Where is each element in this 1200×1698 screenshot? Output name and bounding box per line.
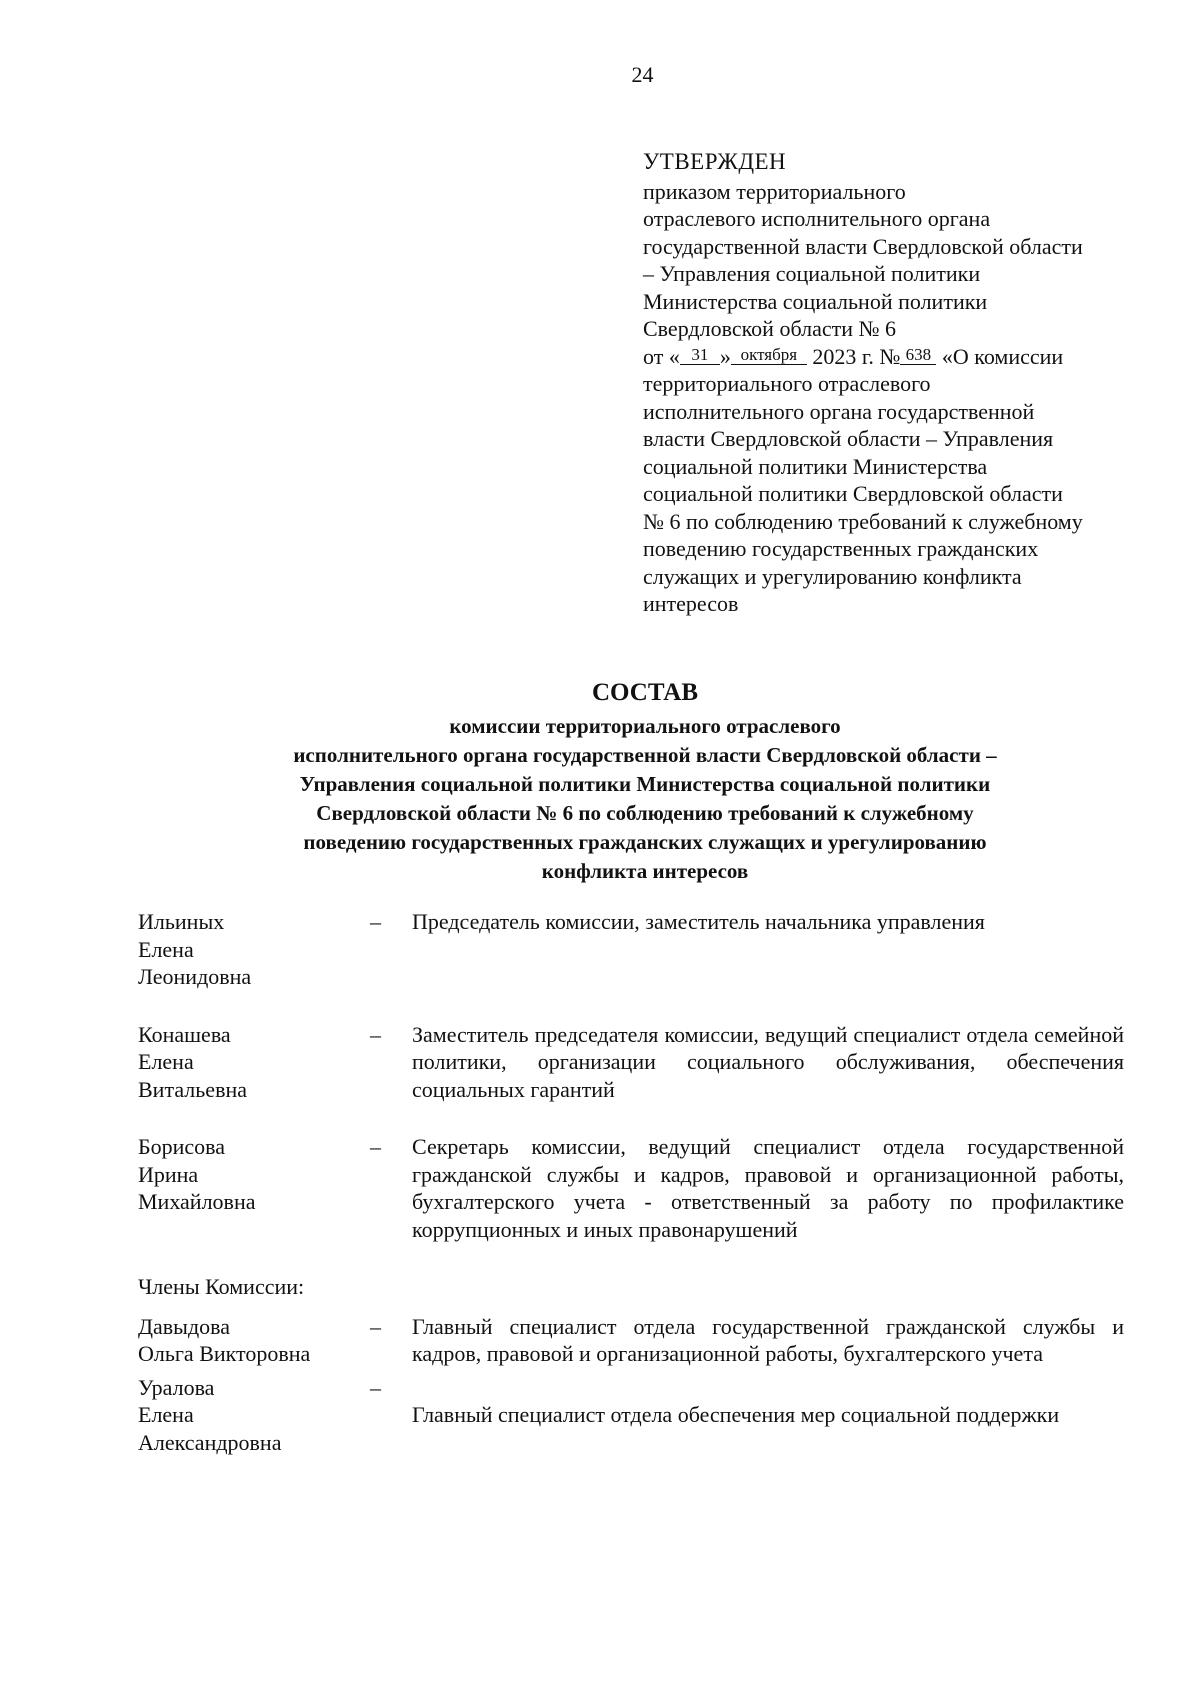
- member-role: Председатель комиссии, заместитель начальника управления: [412, 909, 985, 934]
- member-row: [138, 1021, 1138, 1104]
- approval-line: власти Свердловской области – Управления: [643, 426, 1054, 451]
- members-list: [138, 908, 1138, 1456]
- date-mid: »: [719, 343, 731, 369]
- date-suffix: «О комиссии: [941, 343, 1064, 369]
- name-line: Уралова: [138, 1374, 215, 1400]
- approval-heading: УТВЕРЖДЕН: [643, 149, 787, 174]
- dash: –: [370, 1134, 381, 1159]
- approval-line: отраслевого исполнительного органа: [643, 206, 991, 231]
- title-main: СОСТАВ: [591, 679, 699, 706]
- member-row: [138, 908, 1138, 991]
- title-line: конфликта интересов: [541, 859, 749, 883]
- approval-line: поведению государственных гражданских: [643, 536, 1039, 561]
- member-role: Главный специалист отдела обеспечения мер социальной поддержки: [412, 1401, 1060, 1427]
- member-row: [138, 1133, 1138, 1243]
- approval-line: государственной власти Свердловской области: [643, 233, 1083, 259]
- member-role: Секретарь комиссии, ведущий специалист отдела государственной гражданской службы и кадров, правовой и организационной работы, бухгалтерского учета - ответственный за работу по профилактике коррупционных и иных правонарушений: [412, 1134, 1124, 1242]
- title-line: поведению государственных гражданских служащих и урегулированию: [303, 830, 987, 854]
- name-line: Конашева: [138, 1021, 231, 1047]
- approval-line: – Управления социальной политики: [643, 261, 981, 286]
- name-line: Давыдова: [138, 1313, 230, 1339]
- name-line: Ильиных: [138, 909, 225, 934]
- members-section-label: Члены Комиссии:: [138, 1274, 305, 1299]
- title-line: исполнительного органа государственной власти Свердловской области –: [293, 743, 997, 767]
- document-title: [150, 676, 1140, 886]
- member-name: [138, 1313, 368, 1368]
- dash: –: [370, 1021, 381, 1047]
- member-name: [138, 908, 368, 991]
- approval-line: интересов: [643, 591, 739, 616]
- name-line: Ирина: [138, 1161, 199, 1187]
- member-role: Заместитель председателя комиссии, ведущий специалист отдела семейной политики, организации социального обслуживания, обеспечения социальных гарантий: [412, 1021, 1124, 1102]
- approval-line: социальной политики Свердловской области: [643, 481, 1063, 506]
- name-line: Михайловна: [138, 1189, 256, 1214]
- page-number: 24: [631, 62, 654, 87]
- dash: –: [370, 1313, 381, 1339]
- member-row: [138, 1313, 1138, 1368]
- approval-line: территориального отраслевого: [643, 371, 931, 396]
- name-line: Елена: [138, 1402, 194, 1427]
- member-name: [138, 1021, 368, 1104]
- date-day-field: 31: [680, 346, 720, 365]
- dash: –: [370, 909, 381, 934]
- dash: –: [370, 1374, 381, 1400]
- date-month-field: октября: [731, 346, 807, 365]
- name-line: Елена: [138, 1049, 194, 1074]
- name-line: Елена: [138, 936, 194, 962]
- name-line: Борисова: [138, 1134, 226, 1159]
- name-line: Ольга Викторовна: [138, 1341, 311, 1366]
- date-year: 2023 г. №: [812, 343, 901, 369]
- member-role: Главный специалист отдела государственной гражданской службы и кадров, правовой и организационной работы, бухгалтерского учета: [412, 1313, 1124, 1366]
- name-line: Александровна: [138, 1429, 282, 1455]
- title-line: Свердловской области № 6 по соблюдению требований к служебному: [316, 801, 974, 825]
- member-name: [138, 1133, 368, 1243]
- approval-block: [643, 148, 1163, 618]
- approval-line: служащих и урегулированию конфликта: [643, 563, 1022, 589]
- approval-line: Министерства социальной политики: [643, 288, 988, 314]
- title-line: Управления социальной политики Министерства социальной политики: [299, 772, 991, 796]
- order-number-field: 638: [900, 346, 936, 365]
- date-prefix: от «: [643, 343, 680, 369]
- approval-date-line: [643, 343, 1163, 371]
- approval-line: приказом территориального: [643, 178, 906, 204]
- approval-line: Свердловской области № 6: [643, 316, 896, 341]
- name-line: Леонидовна: [138, 964, 252, 989]
- approval-line: исполнительного органа государственной: [643, 398, 1035, 424]
- title-line: комиссии территориального отраслевого: [449, 714, 841, 738]
- approval-line: социальной политики Министерства: [643, 453, 988, 479]
- member-name: [138, 1374, 368, 1457]
- name-line: Витальевна: [138, 1076, 247, 1102]
- approval-line: № 6 по соблюдению требований к служебному: [643, 508, 1083, 534]
- member-row: [138, 1374, 1138, 1457]
